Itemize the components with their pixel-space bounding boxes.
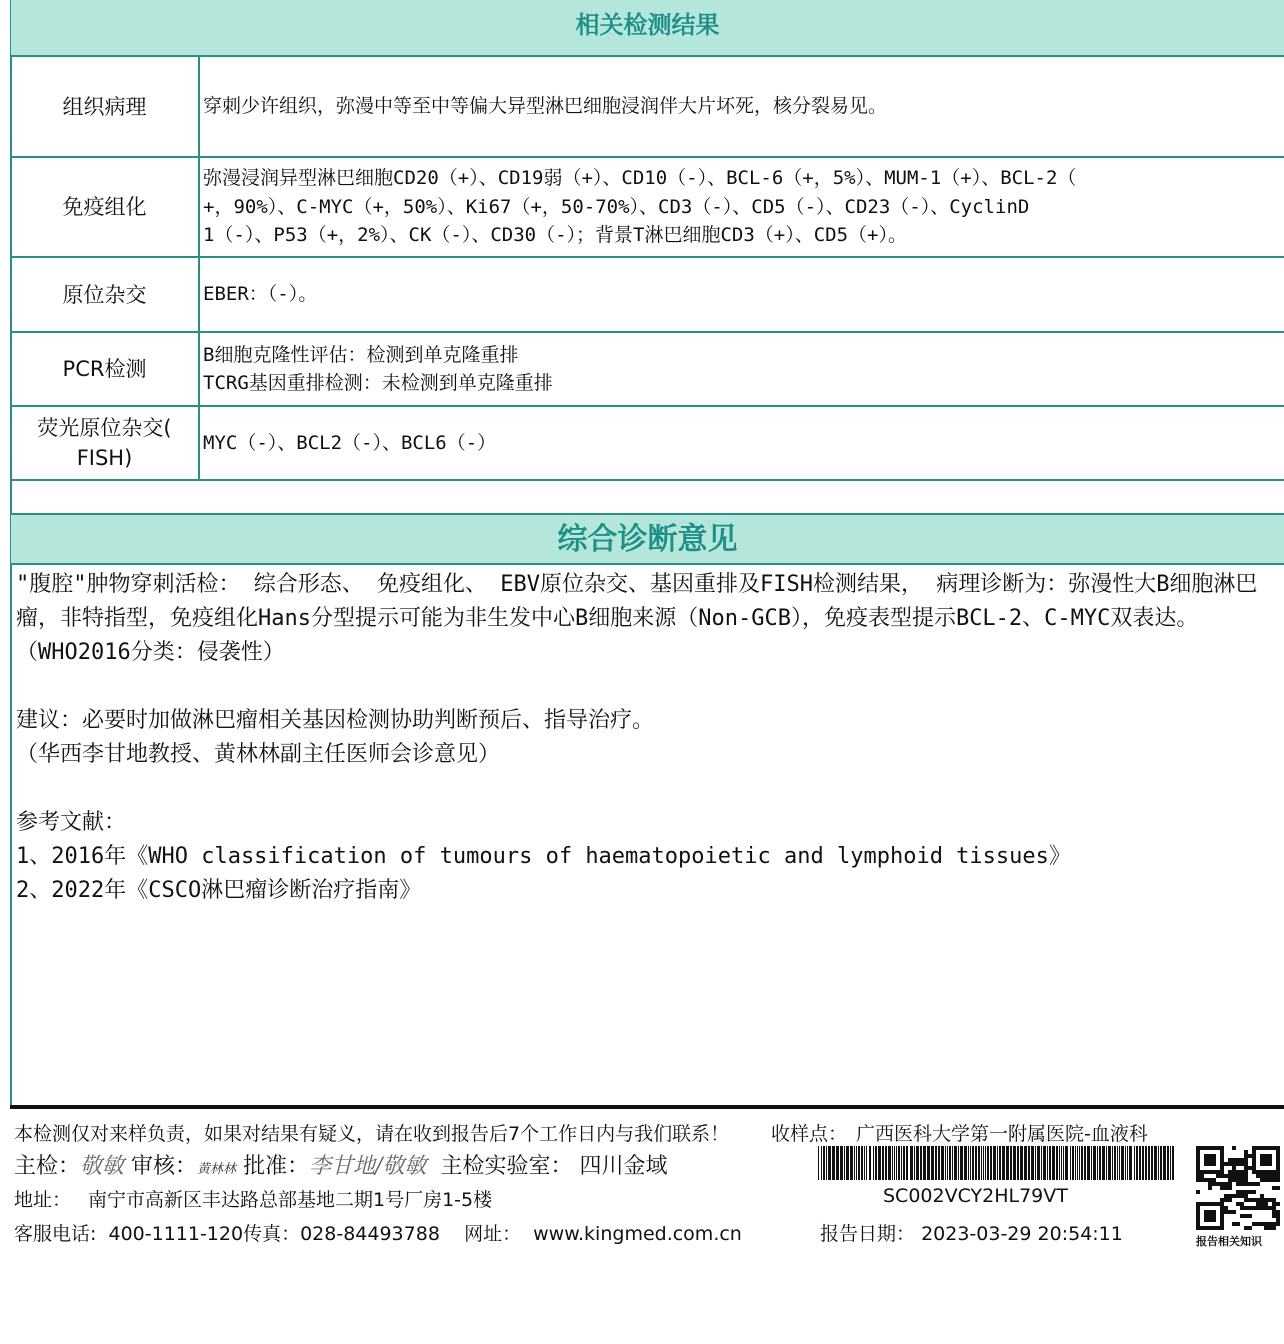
- result-row-histopathology: [11, 57, 1284, 158]
- result-row-ihc: [11, 158, 1284, 258]
- row-value: [201, 407, 1284, 479]
- barcode-icon: [818, 1146, 1178, 1180]
- blank-line: [16, 772, 1278, 806]
- result-row-ish: [11, 258, 1284, 333]
- value-line: 1（-）、P53（+，2%）、CK（-）、CD30（-）；背景T淋巴细胞CD3（+）、CD5（+）。: [203, 224, 907, 247]
- barcode-text: SC002VCY2HL79VT: [883, 1185, 1068, 1207]
- blank-line: [16, 670, 1278, 704]
- row-label: 免疫组化: [11, 158, 200, 256]
- footer-divider: [10, 1105, 1284, 1109]
- qr-code-icon[interactable]: [1196, 1146, 1280, 1230]
- value-line: MYC（-）、BCL2（-）、BCL6（-）: [203, 431, 497, 454]
- chief-signature: 敬敏: [80, 1154, 125, 1179]
- diagnosis-text: [16, 568, 1278, 908]
- value-line: EBER：（-）。: [203, 283, 318, 306]
- section-title-results: 相关检测结果: [11, 0, 1284, 57]
- recommendation: 建议：必要时加做淋巴瘤相关基因检测协助判断预后、指导治疗。: [16, 708, 655, 733]
- signatures-line: [14, 1149, 668, 1180]
- contact-line: 客服电话: 400-1111-120传真：028-84493788 网址： www.kingmed.com.cn: [14, 1223, 742, 1245]
- report-date: 2023-03-29 20:54:11: [921, 1223, 1123, 1245]
- value-line: 穿刺少许组织，弥漫中等至中等偏大异型淋巴细胞浸润伴大片坏死，核分裂易见。: [203, 95, 888, 118]
- diagnosis-paragraph: "腹腔"肿物穿刺活检： 综合形态、 免疫组化、 EBV原位杂交、基因重排及FISH检测结果， 病理诊断为：弥漫性大B细胞淋巴瘤，非特指型，免疫组化Hans分型提示可能为非生发中心B细胞来源（Non-GCB），免疫表型提示BCL-2、C-MYC双表达。（WHO2016分类：侵袭性）: [16, 572, 1258, 665]
- approve-label: 批准：: [243, 1154, 310, 1179]
- row-label: 组织病理: [11, 57, 200, 156]
- report-date-label: 报告日期：: [820, 1223, 916, 1245]
- row-value: [201, 158, 1284, 256]
- approve-signature: 李甘地/敬敏: [309, 1154, 427, 1179]
- result-row-fish: [11, 407, 1284, 481]
- row-label: 荧光原位杂交( FISH): [11, 407, 200, 479]
- report-date-line: [820, 1219, 1123, 1246]
- lab-label: 主检实验室：: [440, 1154, 573, 1179]
- chief-label: 主检：: [14, 1154, 81, 1179]
- value-line: B细胞克隆性评估：检测到单克隆重排: [203, 343, 519, 366]
- row-value: [201, 258, 1284, 331]
- reference-item: 1、2016年《WHO classification of tumours of haematopoietic and lymphoid tissues》: [16, 844, 1071, 869]
- disclaimer: 本检测仅对来样负责，如果对结果有疑义，请在收到报告后7个工作日内与我们联系！: [14, 1123, 730, 1145]
- consultation-note: （华西李甘地教授、黄林林副主任医师会诊意见）: [16, 742, 501, 767]
- row-value: [201, 333, 1284, 405]
- review-label: 审核：: [131, 1154, 198, 1179]
- collection-label: 收样点：: [771, 1123, 848, 1145]
- row-label: PCR检测: [11, 333, 200, 405]
- value-line: 弥漫浸润异型淋巴细胞CD20（+）、CD19弱（+）、CD10（-）、BCL-6（+，5%）、MUM-1（+）、BCL-2（: [203, 167, 1077, 190]
- qr-caption: 报告相关知识: [1196, 1235, 1262, 1248]
- value-line: +，90%）、C-MYC（+，50%）、Ki67（+，50-70%）、CD3（-）、CD5（-）、CD23（-）、CyclinD: [203, 195, 1030, 218]
- value-line: TCRG基因重排检测：未检测到单克隆重排: [203, 372, 553, 394]
- review-signature: 黄林林: [197, 1162, 237, 1177]
- row-value: [201, 57, 1284, 156]
- address-label: 地址：: [14, 1189, 72, 1211]
- collection-site: 广西医科大学第一附属医院-血液科: [856, 1123, 1148, 1145]
- section-title-diagnosis: 综合诊断意见: [11, 513, 1284, 565]
- lab-name: 四川金域: [579, 1154, 668, 1179]
- row-label: 原位杂交: [11, 258, 200, 331]
- reference-item: 2、2022年《CSCO淋巴瘤诊断治疗指南》: [16, 878, 422, 903]
- result-row-pcr: [11, 333, 1284, 407]
- address: 南宁市高新区丰达路总部基地二期1号厂房1-5楼: [88, 1189, 493, 1211]
- section-gap: [11, 481, 1284, 513]
- references-heading: 参考文献：: [16, 810, 127, 835]
